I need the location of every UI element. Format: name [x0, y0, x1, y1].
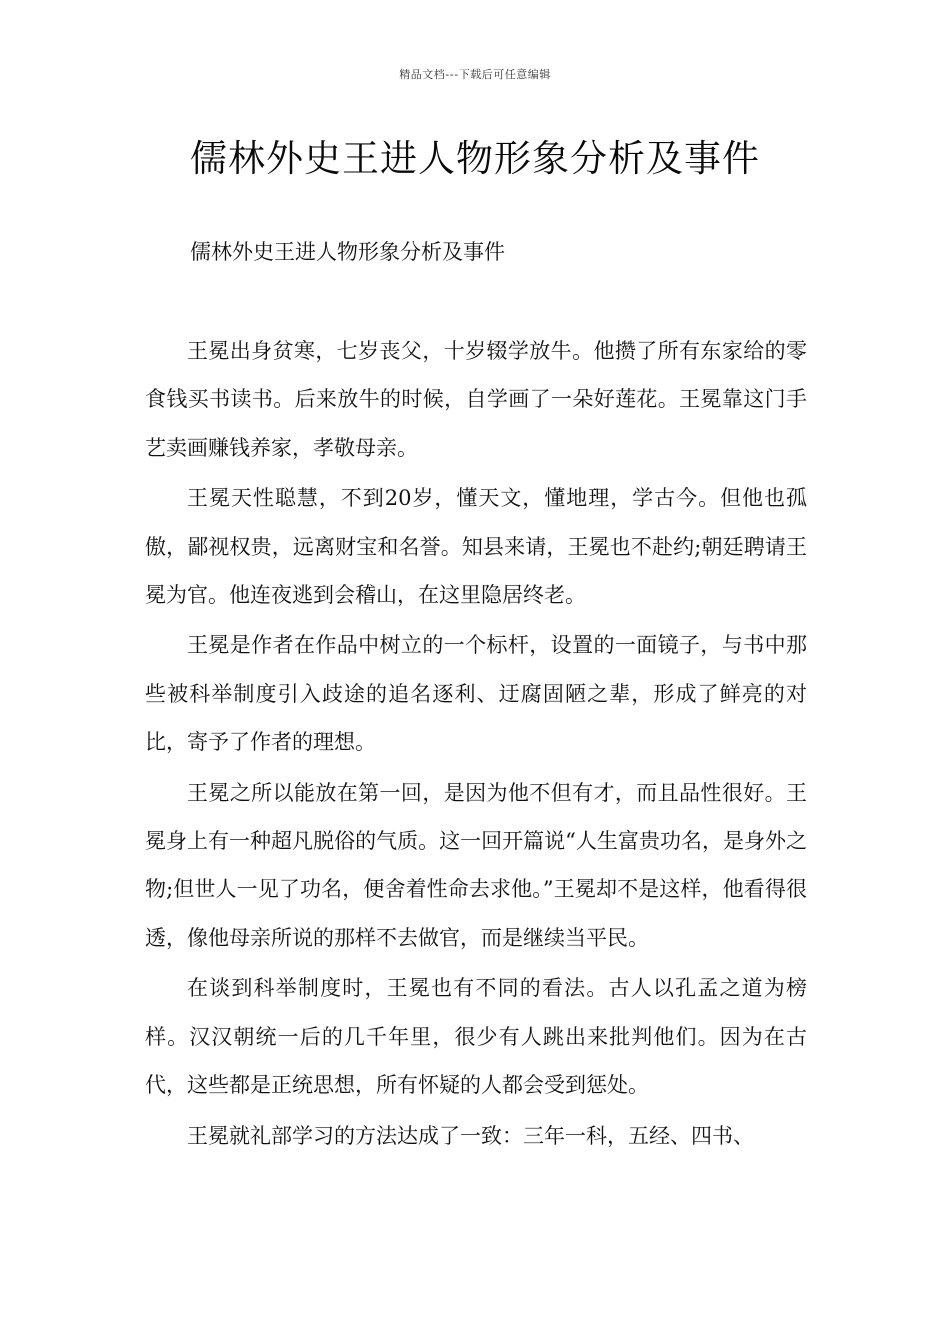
paragraph-3: 王冕是作者在作品中树立的一个标杆，设置的一面镜子，与书中那些被科举制度引入歧途的追名逐利、迂腐固陋之辈，形成了鲜亮的对比，寄予了作者的理想。	[145, 633, 807, 755]
paragraph-4: 王冕之所以能放在第一回，是因为他不但有才，而且品性很好。王冕身上有一种超凡脱俗的气质。这一回开篇说“人生富贵功名，是身外之物;但世人一见了功名，便舍着性命去求他。”王冕却不是这样，他看得很透，像他母亲所说的那样不去做官，而是继续当平民。	[145, 780, 807, 950]
header-note: 精品文档---下载后可任意编辑	[399, 68, 551, 81]
document-subtitle: 儒林外史王进人物形象分析及事件	[190, 240, 505, 264]
paragraph-5: 在谈到科举制度时，王冕也有不同的看法。古人以孔孟之道为榜样。汉汉朝统一后的几千年里，很少有人跳出来批判他们。因为在古代，这些都是正统思想，所有怀疑的人都会受到惩处。	[145, 976, 807, 1098]
document-title: 儒林外史王进人物形象分析及事件	[190, 137, 760, 180]
paragraph-2: 王冕天性聪慧，不到20岁，懂天文，懂地理，学古今。但他也孤傲，鄙视权贵，远离财宝和名誉。知县来请，王冕也不赴约;朝廷聘请王冕为官。他连夜逃到会稽山，在这里隐居终老。	[145, 486, 807, 608]
document-body	[145, 327, 807, 1162]
paragraph-6: 王冕就礼部学习的方法达成了一致：三年一科，五经、四书、	[187, 1123, 754, 1148]
paragraph-1: 王冕出身贫寒，七岁丧父，十岁辍学放牛。他攒了所有东家给的零食钱买书读书。后来放牛的时候，自学画了一朵好莲花。王冕靠这门手艺卖画赚钱养家，孝敬母亲。	[145, 339, 807, 460]
